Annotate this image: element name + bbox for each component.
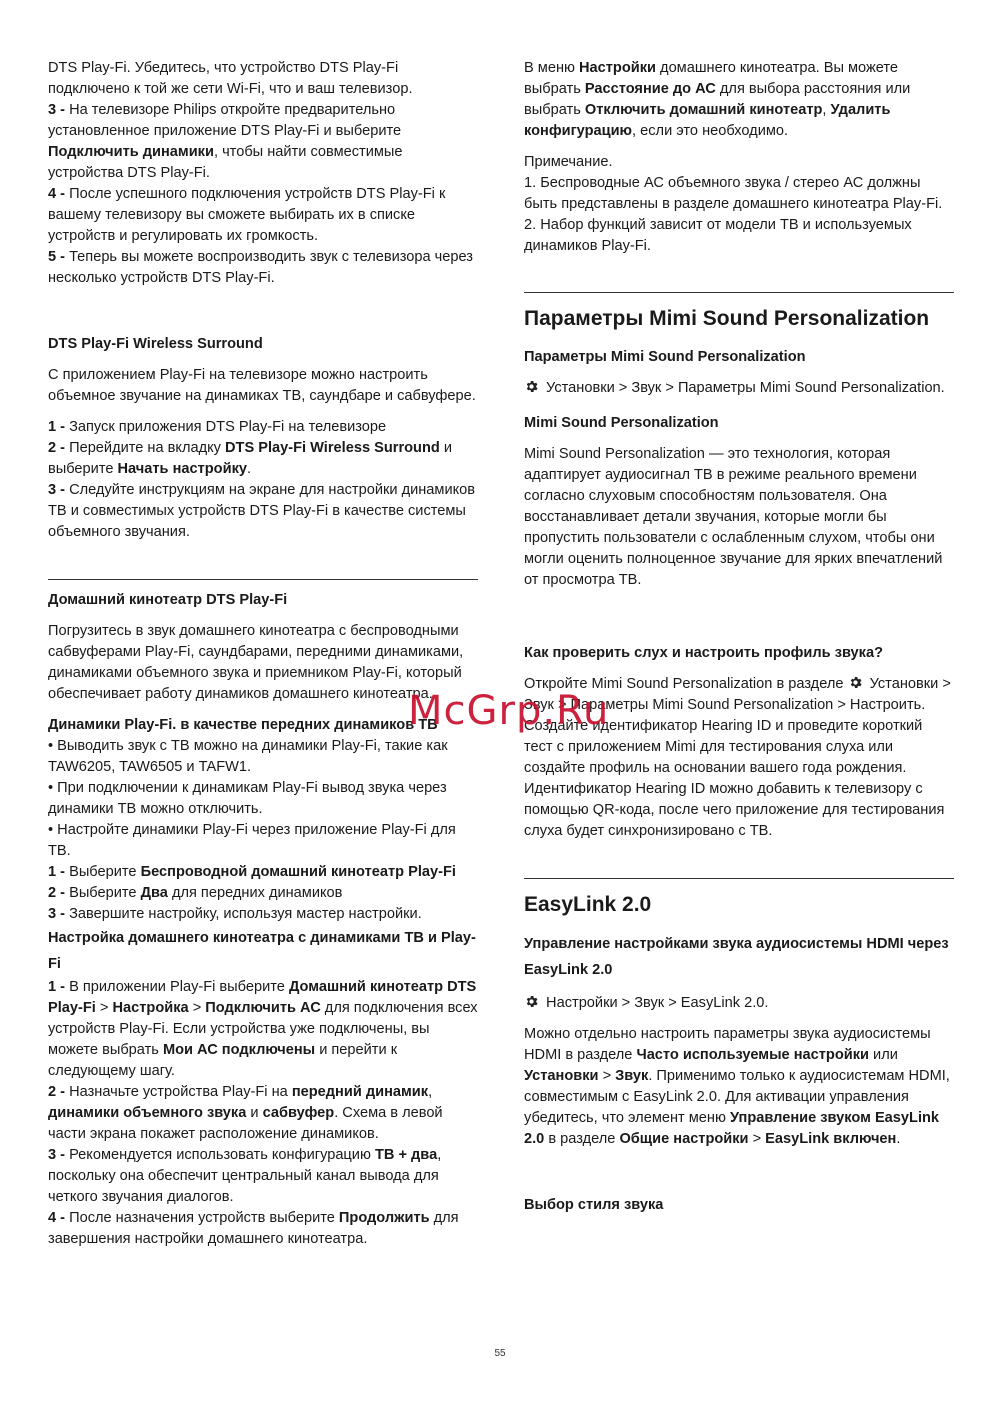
- mimi-path: Установки > Звук > Параметры Mimi Sound Personalization.: [524, 378, 954, 399]
- intro-paragraph: DTS Play-Fi. Убедитесь, что устройство DTS Play-Fi подключено к той же сети Wi-Fi, что и ваш телевизор.: [48, 60, 413, 97]
- mimi-title: Параметры Mimi Sound Personalization: [524, 307, 930, 330]
- easylink-description: Можно отдельно настроить параметры звука аудиосистемы HDMI в разделе Часто используемые настройки или Установки > Звук. Применимо только к аудиосистемам HDMI, совместимым с EasyLink 2.0. Для активации управления убедитесь, что элемент меню Управление звуком EasyLink 2.0 в разделе Общие настройки > EasyLink включен.: [524, 1026, 950, 1147]
- home-heading: Домашний кинотеатр DTS Play-Fi: [48, 592, 288, 608]
- surround-heading: DTS Play-Fi Wireless Surround: [48, 336, 263, 352]
- divider: [524, 878, 954, 879]
- easylink-path: Настройки > Звук > EasyLink 2.0.: [524, 993, 954, 1014]
- watermark: McGrp.Ru: [408, 688, 610, 734]
- mimi-subheading: Параметры Mimi Sound Personalization: [524, 349, 806, 365]
- step-4: 4 - После успешного подключения устройств DTS Play-Fi к вашему телевизору вы сможете выбирать их в списке устройств и регулировать их громкость.: [48, 186, 446, 244]
- surround-step-1: 1 - Запуск приложения DTS Play-Fi на телевизоре: [48, 419, 387, 435]
- gear-icon: [524, 994, 539, 1009]
- step-5: 5 - Теперь вы можете воспроизводить звук с телевизора через несколько устройств DTS Play-Fi.: [48, 249, 473, 286]
- bullet-2: • При подключении к динамикам Play-Fi вывод звука через динамики ТВ можно отключить.: [48, 780, 447, 817]
- gear-icon: [848, 675, 863, 690]
- setup-step-2: 2 - Назначьте устройства Play-Fi на передний динамик, динамики объемного звука и сабвуфер. Схема в левой части экрана покажет расположение динамиков.: [48, 1084, 443, 1142]
- surround-step-3: 3 - Следуйте инструкциям на экране для настройки динамиков ТВ и совместимых устройств DTS Play-Fi в качестве системы объемного звучания.: [48, 482, 476, 540]
- easylink-title: EasyLink 2.0: [524, 893, 652, 916]
- surround-intro: С приложением Play-Fi на телевизоре можно настроить объемное звучание на динамиках ТВ, саундбаре и сабвуфере.: [48, 367, 476, 404]
- note-title: Примечание.: [524, 154, 613, 170]
- surround-step-2: 2 - Перейдите на вкладку DTS Play-Fi Wireless Surround и выберите Начать настройку.: [48, 440, 453, 477]
- step-3: 3 - На телевизоре Philips откройте предварительно установленное приложение DTS Play-Fi и выберите Подключить динамики, чтобы найти совместимые устройства DTS Play-Fi.: [48, 102, 403, 181]
- page-number: 55: [494, 1348, 506, 1359]
- front-step-1: 1 - Выберите Беспроводной домашний кинотеатр Play-Fi: [48, 864, 456, 880]
- mimi-description: Mimi Sound Personalization — это технология, которая адаптирует аудиосигнал ТВ в режиме реального времени согласно слуховым способностям пользователя. Она восстанавливает детали звучания, которые могли бы пропустить пользователи с ослабленным слухом, чтобы они могли оценить полноценное звучание для ярких впечатлений от просмотра ТВ.: [524, 446, 943, 588]
- easylink-subheading: Управление настройками звука аудиосистемы HDMI через EasyLink 2.0: [524, 936, 949, 978]
- home-menu-paragraph: В меню Настройки домашнего кинотеатра. Вы можете выбрать Расстояние до АС для выбора расстояния или выбрать Отключить домашний кинотеатр, Удалить конфигурацию, если это необходимо.: [524, 60, 911, 139]
- bullet-1: • Выводить звук с ТВ можно на динамики Play-Fi, такие как TAW6205, TAW6505 и TAFW1.: [48, 738, 448, 775]
- bullet-3: • Настройте динамики Play-Fi через приложение Play-Fi для ТВ.: [48, 822, 456, 859]
- setup-heading: Настройка домашнего кинотеатра с динамиками ТВ и Play-Fi: [48, 930, 476, 972]
- front-step-3: 3 - Завершите настройку, используя мастер настройки.: [48, 906, 422, 922]
- home-intro: Погрузитесь в звук домашнего кинотеатра с беспроводными сабвуферами Play-Fi, саундбарами, передними динамиками, динамиками объемного звука и приемником Play-Fi, который обеспечивает работу динамиков домашнего кинотеатра.: [48, 623, 464, 702]
- divider: [524, 292, 954, 293]
- divider: [48, 579, 478, 580]
- setup-step-3: 3 - Рекомендуется использовать конфигурацию ТВ + два, поскольку она обеспечит центральный канал вывода для четкого звучания диалогов.: [48, 1147, 442, 1205]
- hearing-heading: Как проверить слух и настроить профиль звука?: [524, 645, 884, 661]
- note-2: 2. Набор функций зависит от модели ТВ и используемых динамиков Play-Fi.: [524, 217, 912, 254]
- hearing-paragraph: Откройте Mimi Sound Personalization в разделе Установки > Звук > Параметры Mimi Sound Personalization > Настроить. Создайте идентификатор Hearing ID и проведите короткий тест с приложением Mimi для тестирования слуха или создайте профиль на основании вашего года рождения. Идентификатор Hearing ID можно добавить к телевизору с помощью QR-кода, после чего приложение для тестирования слуха будет синхронизировано с ТВ.: [524, 676, 951, 839]
- setup-step-4: 4 - После назначения устройств выберите Продолжить для завершения настройки домашнего кинотеатра.: [48, 1210, 459, 1247]
- sound-style-heading: Выбор стиля звука: [524, 1197, 664, 1213]
- note-1: 1. Беспроводные АС объемного звука / стерео АС должны быть представлены в разделе домашнего кинотеатра Play-Fi.: [524, 175, 943, 212]
- right-column: [524, 58, 954, 1216]
- setup-step-1: 1 - В приложении Play-Fi выберите Домашний кинотеатр DTS Play-Fi > Настройка > Подключить АС для подключения всех устройств Play-Fi. Если устройства уже подключены, вы можете выбрать Мои АС подключены и перейти к следующему шагу.: [48, 979, 478, 1079]
- front-heading: Динамики Play-Fi. в качестве передних динамиков ТВ: [48, 717, 438, 733]
- left-column: [48, 58, 478, 1250]
- front-step-2: 2 - Выберите Два для передних динамиков: [48, 885, 343, 901]
- gear-icon: [524, 379, 539, 394]
- mimi-subheading-2: Mimi Sound Personalization: [524, 415, 719, 431]
